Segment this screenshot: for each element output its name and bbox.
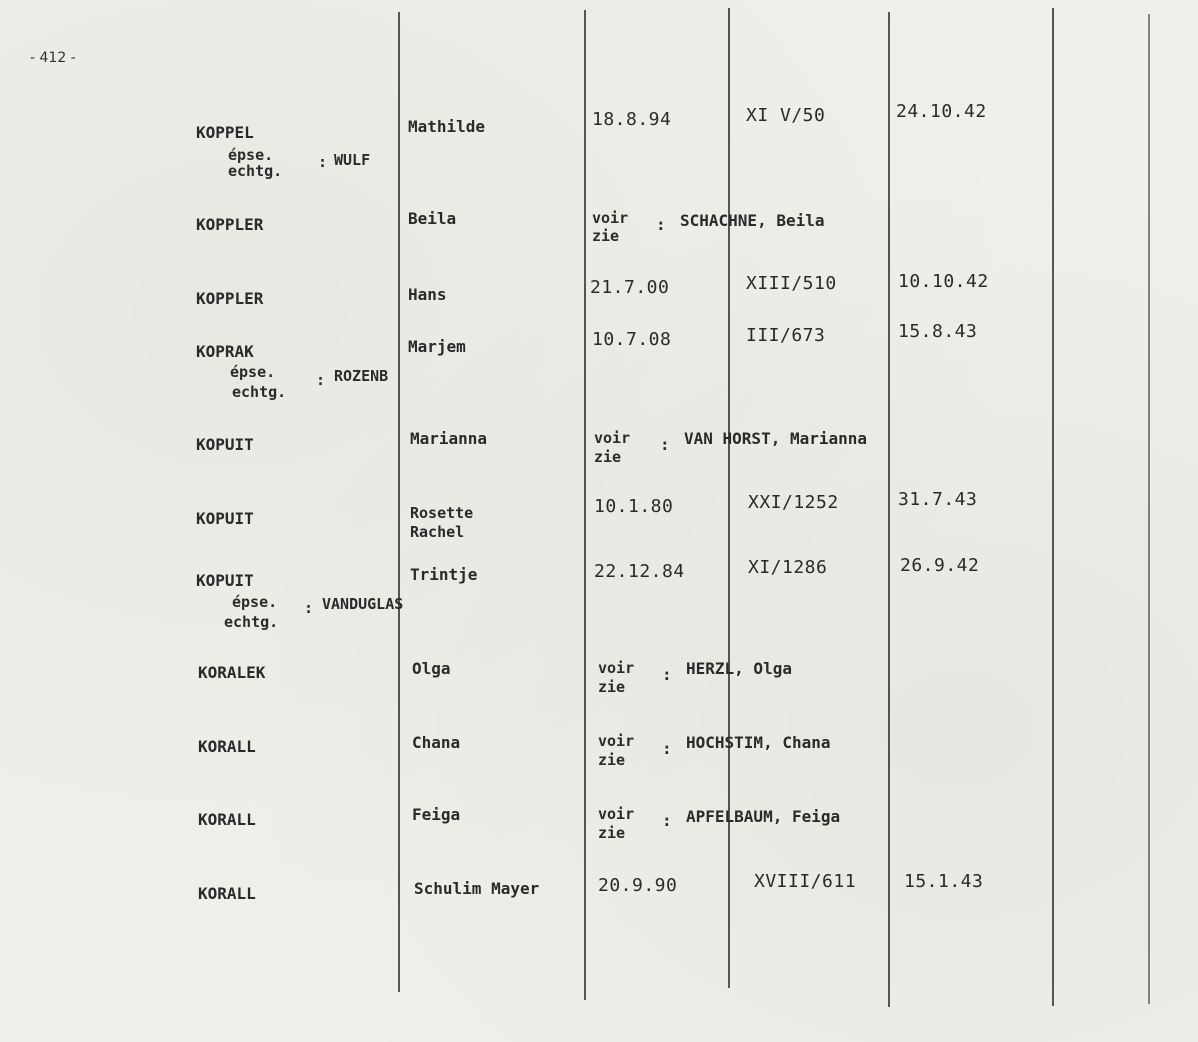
- firstname-cell: Beila: [408, 209, 457, 228]
- zie-label: zie: [598, 751, 626, 769]
- column-rule-3: [728, 8, 730, 988]
- surname-cell: KORALEK: [198, 663, 266, 682]
- voir-label: voir: [598, 659, 635, 677]
- zie-label: zie: [592, 227, 620, 245]
- firstname-cell: Schulim Mayer: [414, 879, 540, 898]
- firstname-cell: Rachel: [410, 523, 465, 541]
- firstname-cell: Hans: [408, 285, 447, 304]
- spouse-label-nl: echtg.: [228, 162, 283, 180]
- firstname-cell: Chana: [412, 733, 461, 752]
- spouse-colon: :: [316, 371, 326, 389]
- zie-label: zie: [598, 678, 626, 696]
- birthdate-cell: 21.7.00: [590, 277, 670, 298]
- page-number: - 412 -: [30, 50, 76, 66]
- transport-cell: III/673: [746, 325, 826, 346]
- deathdate-cell: 24.10.42: [896, 101, 987, 122]
- reference-cell: HOCHSTIM, Chana: [686, 733, 831, 752]
- birthdate-cell: 10.7.08: [592, 329, 672, 350]
- spouse-label-fr: épse.: [232, 593, 278, 611]
- firstname-cell: Trintje: [410, 565, 478, 584]
- birthdate-cell: 22.12.84: [594, 561, 685, 582]
- reference-cell: VAN HORST, Marianna: [684, 429, 868, 448]
- deathdate-cell: 15.1.43: [904, 871, 984, 892]
- voir-label: voir: [594, 429, 631, 447]
- spouse-name-cell: WULF: [334, 151, 371, 169]
- birthdate-cell: 10.1.80: [594, 496, 674, 517]
- transport-cell: XXI/1252: [748, 492, 839, 513]
- ref-colon: :: [660, 435, 670, 454]
- column-rule-6: [1148, 14, 1150, 1004]
- deathdate-cell: 15.8.43: [898, 321, 978, 342]
- transport-cell: XI/1286: [748, 557, 828, 578]
- surname-cell: KORALL: [198, 737, 256, 756]
- zie-label: zie: [598, 824, 626, 842]
- voir-label: voir: [598, 805, 635, 823]
- surname-cell: KORALL: [198, 810, 256, 829]
- ref-colon: :: [662, 665, 672, 684]
- firstname-cell: Marianna: [410, 429, 488, 448]
- surname-cell: KOPPEL: [196, 123, 254, 142]
- firstname-cell: Feiga: [412, 805, 461, 824]
- firstname-cell: Marjem: [408, 337, 466, 356]
- ref-colon: :: [656, 215, 666, 234]
- transport-cell: XI V/50: [746, 105, 826, 126]
- birthdate-cell: 18.8.94: [592, 109, 672, 130]
- deathdate-cell: 31.7.43: [898, 489, 978, 510]
- birthdate-cell: 20.9.90: [598, 875, 678, 896]
- firstname-cell: Mathilde: [408, 117, 486, 136]
- surname-cell: KOPRAK: [196, 342, 254, 361]
- voir-label: voir: [598, 732, 635, 750]
- spouse-label-nl: echtg.: [232, 383, 287, 401]
- spouse-colon: :: [304, 599, 314, 617]
- transport-cell: XIII/510: [746, 273, 837, 294]
- ref-colon: :: [662, 739, 672, 758]
- transport-cell: XVIII/611: [754, 871, 857, 892]
- surname-cell: KOPPLER: [196, 289, 264, 308]
- spouse-name-cell: VANDUGLAS: [322, 595, 404, 613]
- column-rule-1: [398, 12, 400, 992]
- reference-cell: SCHACHNE, Beila: [680, 211, 825, 230]
- column-rule-4: [888, 12, 890, 1007]
- spouse-label-fr: épse.: [230, 363, 276, 381]
- ref-colon: :: [662, 811, 672, 830]
- reference-cell: HERZL, Olga: [686, 659, 792, 678]
- firstname-cell: Rosette: [410, 504, 474, 522]
- spouse-name-cell: ROZENB: [334, 367, 389, 385]
- deathdate-cell: 10.10.42: [898, 271, 989, 292]
- surname-cell: KORALL: [198, 884, 256, 903]
- surname-cell: KOPPLER: [196, 215, 264, 234]
- spouse-label-fr: épse.: [228, 146, 274, 164]
- column-rule-2: [584, 10, 586, 1000]
- surname-cell: KOPUIT: [196, 571, 254, 590]
- surname-cell: KOPUIT: [196, 435, 254, 454]
- voir-label: voir: [592, 209, 629, 227]
- firstname-cell: Olga: [412, 659, 451, 678]
- spouse-colon: :: [318, 153, 328, 171]
- spouse-label-nl: echtg.: [224, 613, 279, 631]
- column-rule-5: [1052, 8, 1054, 1006]
- deathdate-cell: 26.9.42: [900, 555, 980, 576]
- surname-cell: KOPUIT: [196, 509, 254, 528]
- reference-cell: APFELBAUM, Feiga: [686, 807, 841, 826]
- zie-label: zie: [594, 448, 622, 466]
